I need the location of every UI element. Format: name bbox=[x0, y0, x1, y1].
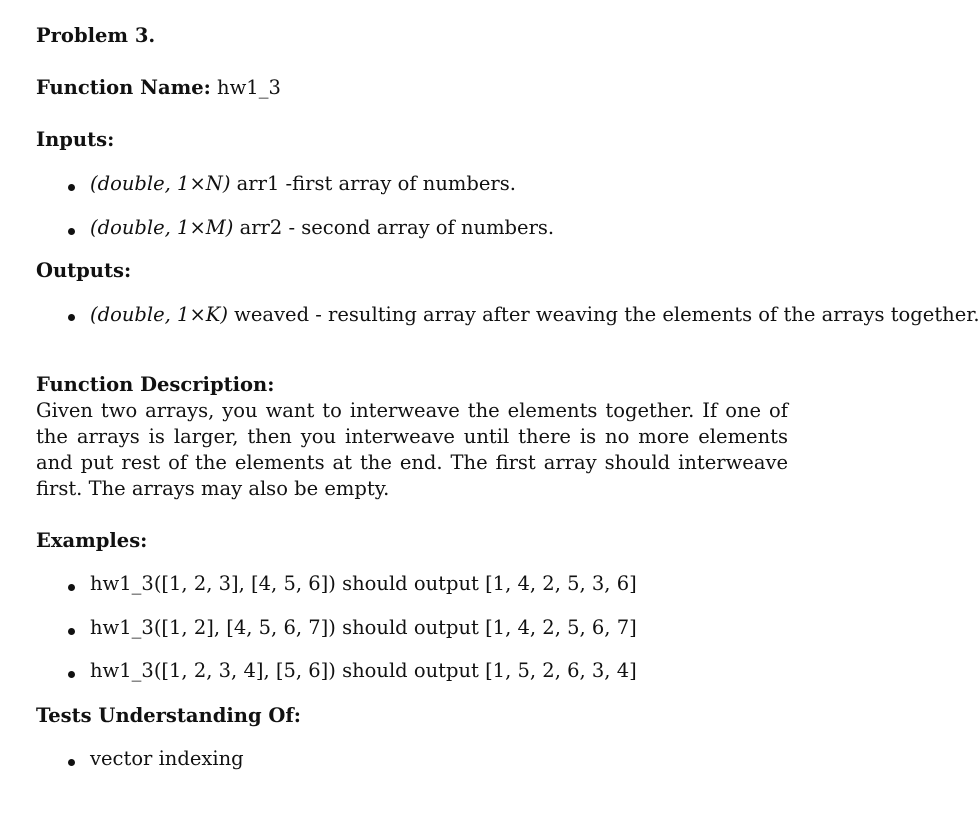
function-name-value: hw1_3 bbox=[217, 76, 281, 99]
example-text: hw1_3([1, 2, 3], [4, 5, 6]) should output [1, 4, 2, 5, 3, 6] bbox=[90, 572, 637, 595]
bullet-icon bbox=[68, 671, 75, 678]
example-text: hw1_3([1, 2], [4, 5, 6, 7]) should output [1, 4, 2, 5, 6, 7] bbox=[90, 616, 637, 639]
bullet-icon bbox=[68, 584, 75, 591]
input-desc: arr2 - second array of numbers. bbox=[239, 216, 555, 239]
examples-heading: Examples: bbox=[36, 529, 148, 552]
input-type: (double, 1×M) bbox=[90, 216, 234, 239]
bullet-icon bbox=[68, 759, 75, 766]
bullet-icon bbox=[68, 628, 75, 635]
bullet-icon bbox=[68, 228, 75, 235]
description-text: Given two arrays, you want to interweave the elements together. If one of the arrays is larger, then you interweave until there is no more elements and put rest of the elements at the end. The first array should interweave first. The arrays may also be empty. bbox=[36, 399, 788, 500]
tests-text: vector indexing bbox=[90, 747, 244, 770]
input-type: (double, 1×N) bbox=[90, 172, 231, 195]
problem-title: Problem 3. bbox=[36, 24, 156, 47]
output-desc: weaved - resulting array after weaving the elements of the arrays together. bbox=[234, 303, 980, 326]
tests-heading: Tests Understanding Of: bbox=[36, 704, 301, 727]
function-name-line bbox=[36, 76, 281, 99]
inputs-heading: Inputs: bbox=[36, 128, 115, 151]
input-desc: arr1 -first array of numbers. bbox=[236, 172, 516, 195]
output-type: (double, 1×K) bbox=[90, 303, 228, 326]
bullet-icon bbox=[68, 314, 75, 321]
bullet-icon bbox=[68, 184, 75, 191]
description-heading: Function Description: bbox=[36, 373, 275, 396]
example-text: hw1_3([1, 2, 3, 4], [5, 6]) should output [1, 5, 2, 6, 3, 4] bbox=[90, 659, 637, 682]
function-name-label: Function Name: bbox=[36, 76, 211, 99]
outputs-heading: Outputs: bbox=[36, 259, 132, 282]
